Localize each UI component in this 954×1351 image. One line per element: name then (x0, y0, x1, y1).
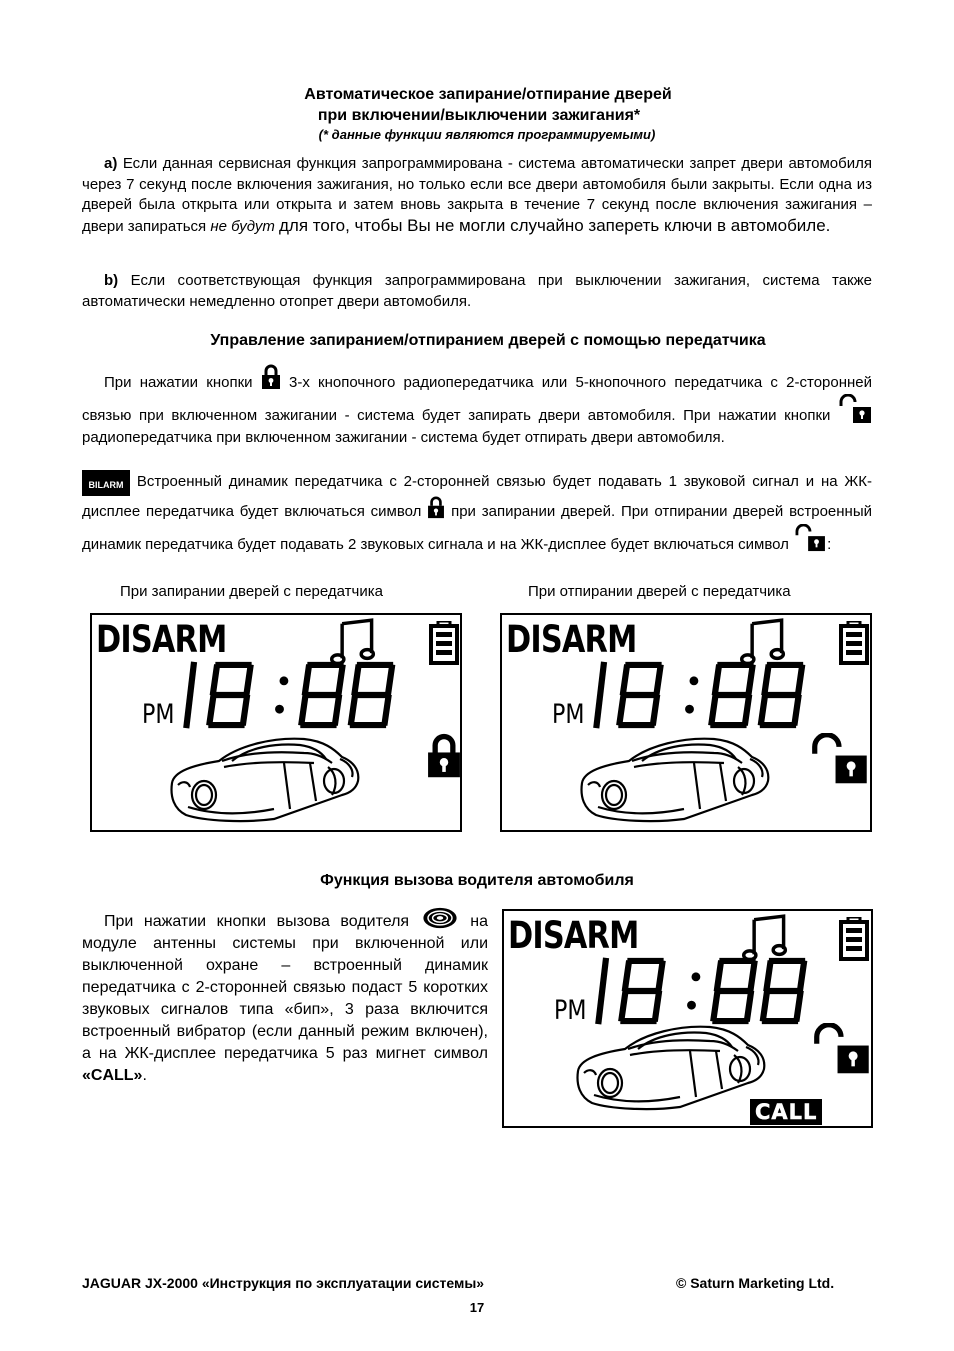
lcd-digits (586, 659, 816, 731)
lcd-disarm-text: DISARM (508, 914, 639, 957)
title-line-2: при включении/выключении зажигания* (317, 107, 641, 124)
paragraph-b (82, 271, 872, 312)
para-a-italic: не будут (210, 217, 275, 235)
paragraph-transmitter-lock (82, 364, 872, 449)
paragraph-driver-call (82, 906, 488, 1087)
car-icon (570, 1011, 770, 1121)
lock-open-icon (838, 394, 872, 424)
lcd-display-locked (90, 613, 462, 832)
para-a-text1: Если данная сервисная функция запрограммирована - система автоматически запрет двери автомобиля через 7 секунд после включения зажигания, но только если все двери автомобиля были закрыты. Если одна из дверей была открыта или открыта и затем вновь закрыта в течение 7 секунд после включения зажигания – двери запираться (82, 155, 872, 235)
caption-unlocking: При отпирании дверей с передатчика (528, 583, 791, 600)
lock-closed-icon (427, 496, 445, 519)
lcd-disarm-text: DISARM (506, 618, 637, 661)
lock-closed-icon (261, 364, 281, 390)
battery-icon (838, 917, 870, 961)
p2-c: : (827, 536, 832, 553)
section-title-transmitter: Управление запиранием/отпиранием дверей с помощью передатчика (210, 332, 766, 349)
p2-a: Встроенный динамик передатчика с 2-сторонней связью будет подавать 1 звуковой сигнал и на ЖК-дисплее передатчика будет включаться символ (82, 473, 872, 520)
p1-c: радиопередатчика при включенном зажигании - система будет отпирать двери автомобиля. (82, 429, 725, 446)
car-icon (574, 723, 774, 832)
para-b-label: b) (104, 272, 119, 289)
lock-open-icon (810, 1023, 872, 1075)
battery-icon (838, 621, 870, 665)
lcd-display-unlocked (500, 613, 872, 832)
paragraph-bilarm (82, 470, 872, 557)
lcd-pm-text: PM (554, 995, 587, 1026)
lcd-pm-text: PM (552, 699, 585, 730)
para-a-label: a) (104, 155, 118, 172)
section-title-auto-lock (0, 84, 954, 144)
lcd-call-indicator: CALL (750, 1099, 822, 1125)
lcd-digits (176, 659, 406, 731)
caption-locking: При запирании дверей с передатчика (120, 583, 383, 600)
p-b: на модуле антенны системы при включенной или выключенной охране – встроенный динамик передатчика с 2-сторонней связью подаст 5 коротких звуковых сигналов типа «бип», 3 раза включится встроенный вибратор (если данный режим включен), а на ЖК-дисплее передатчика 5 раз мигнет символ (82, 913, 488, 1062)
page-number: 17 (469, 1300, 485, 1315)
footer-copyright: © Saturn Marketing Ltd. (676, 1275, 835, 1291)
lcd-pm-text: PM (142, 699, 175, 730)
lcd-display-call (502, 909, 873, 1128)
para-b-text: Если соответствующая функция запрограммирована при выключении зажигания, система также автоматически немедленно отопрет двери автомобиля. (82, 272, 872, 310)
bilarm-icon: BILARM (82, 470, 130, 496)
lock-closed-icon (426, 733, 462, 779)
call-button-icon (420, 906, 460, 930)
p1-b: 3-х кнопочного радиопередатчика или 5-кнопочного передатчика с 2-сторонней связью при включенном зажигании - система будет запирать двери автомобиля. При нажатии кнопки (82, 374, 873, 424)
battery-icon (428, 621, 460, 665)
car-icon (164, 723, 364, 832)
section-title-driver-call: Функция вызова водителя автомобиля (320, 872, 634, 889)
lcd-disarm-text: DISARM (96, 618, 227, 661)
title-line-1: Автоматическое запирание/отпирание дверей (304, 86, 672, 103)
footer-title: JAGUAR JX-2000 «Инструкция по эксплуатации системы» (82, 1275, 485, 1291)
p-a: При нажатии кнопки вызова водителя (104, 913, 410, 930)
para-a-text2: для того, чтобы Вы не могли случайно запереть ключи в автомобиле. (279, 215, 831, 235)
p1-a: При нажатии кнопки (104, 374, 253, 391)
p-call: «CALL» (82, 1067, 143, 1084)
title-note: (* данные функции являются программируемыми) (318, 127, 656, 142)
p-end: . (142, 1067, 147, 1084)
paragraph-a (82, 154, 872, 237)
lock-open-icon (793, 524, 827, 552)
p2-b: при запирании дверей. При отпирании дверей встроенный динамик передатчика будет подавать 2 звуковых сигнала и на ЖК-дисплее будет включаться символ (82, 503, 873, 553)
lock-open-icon (808, 733, 870, 785)
